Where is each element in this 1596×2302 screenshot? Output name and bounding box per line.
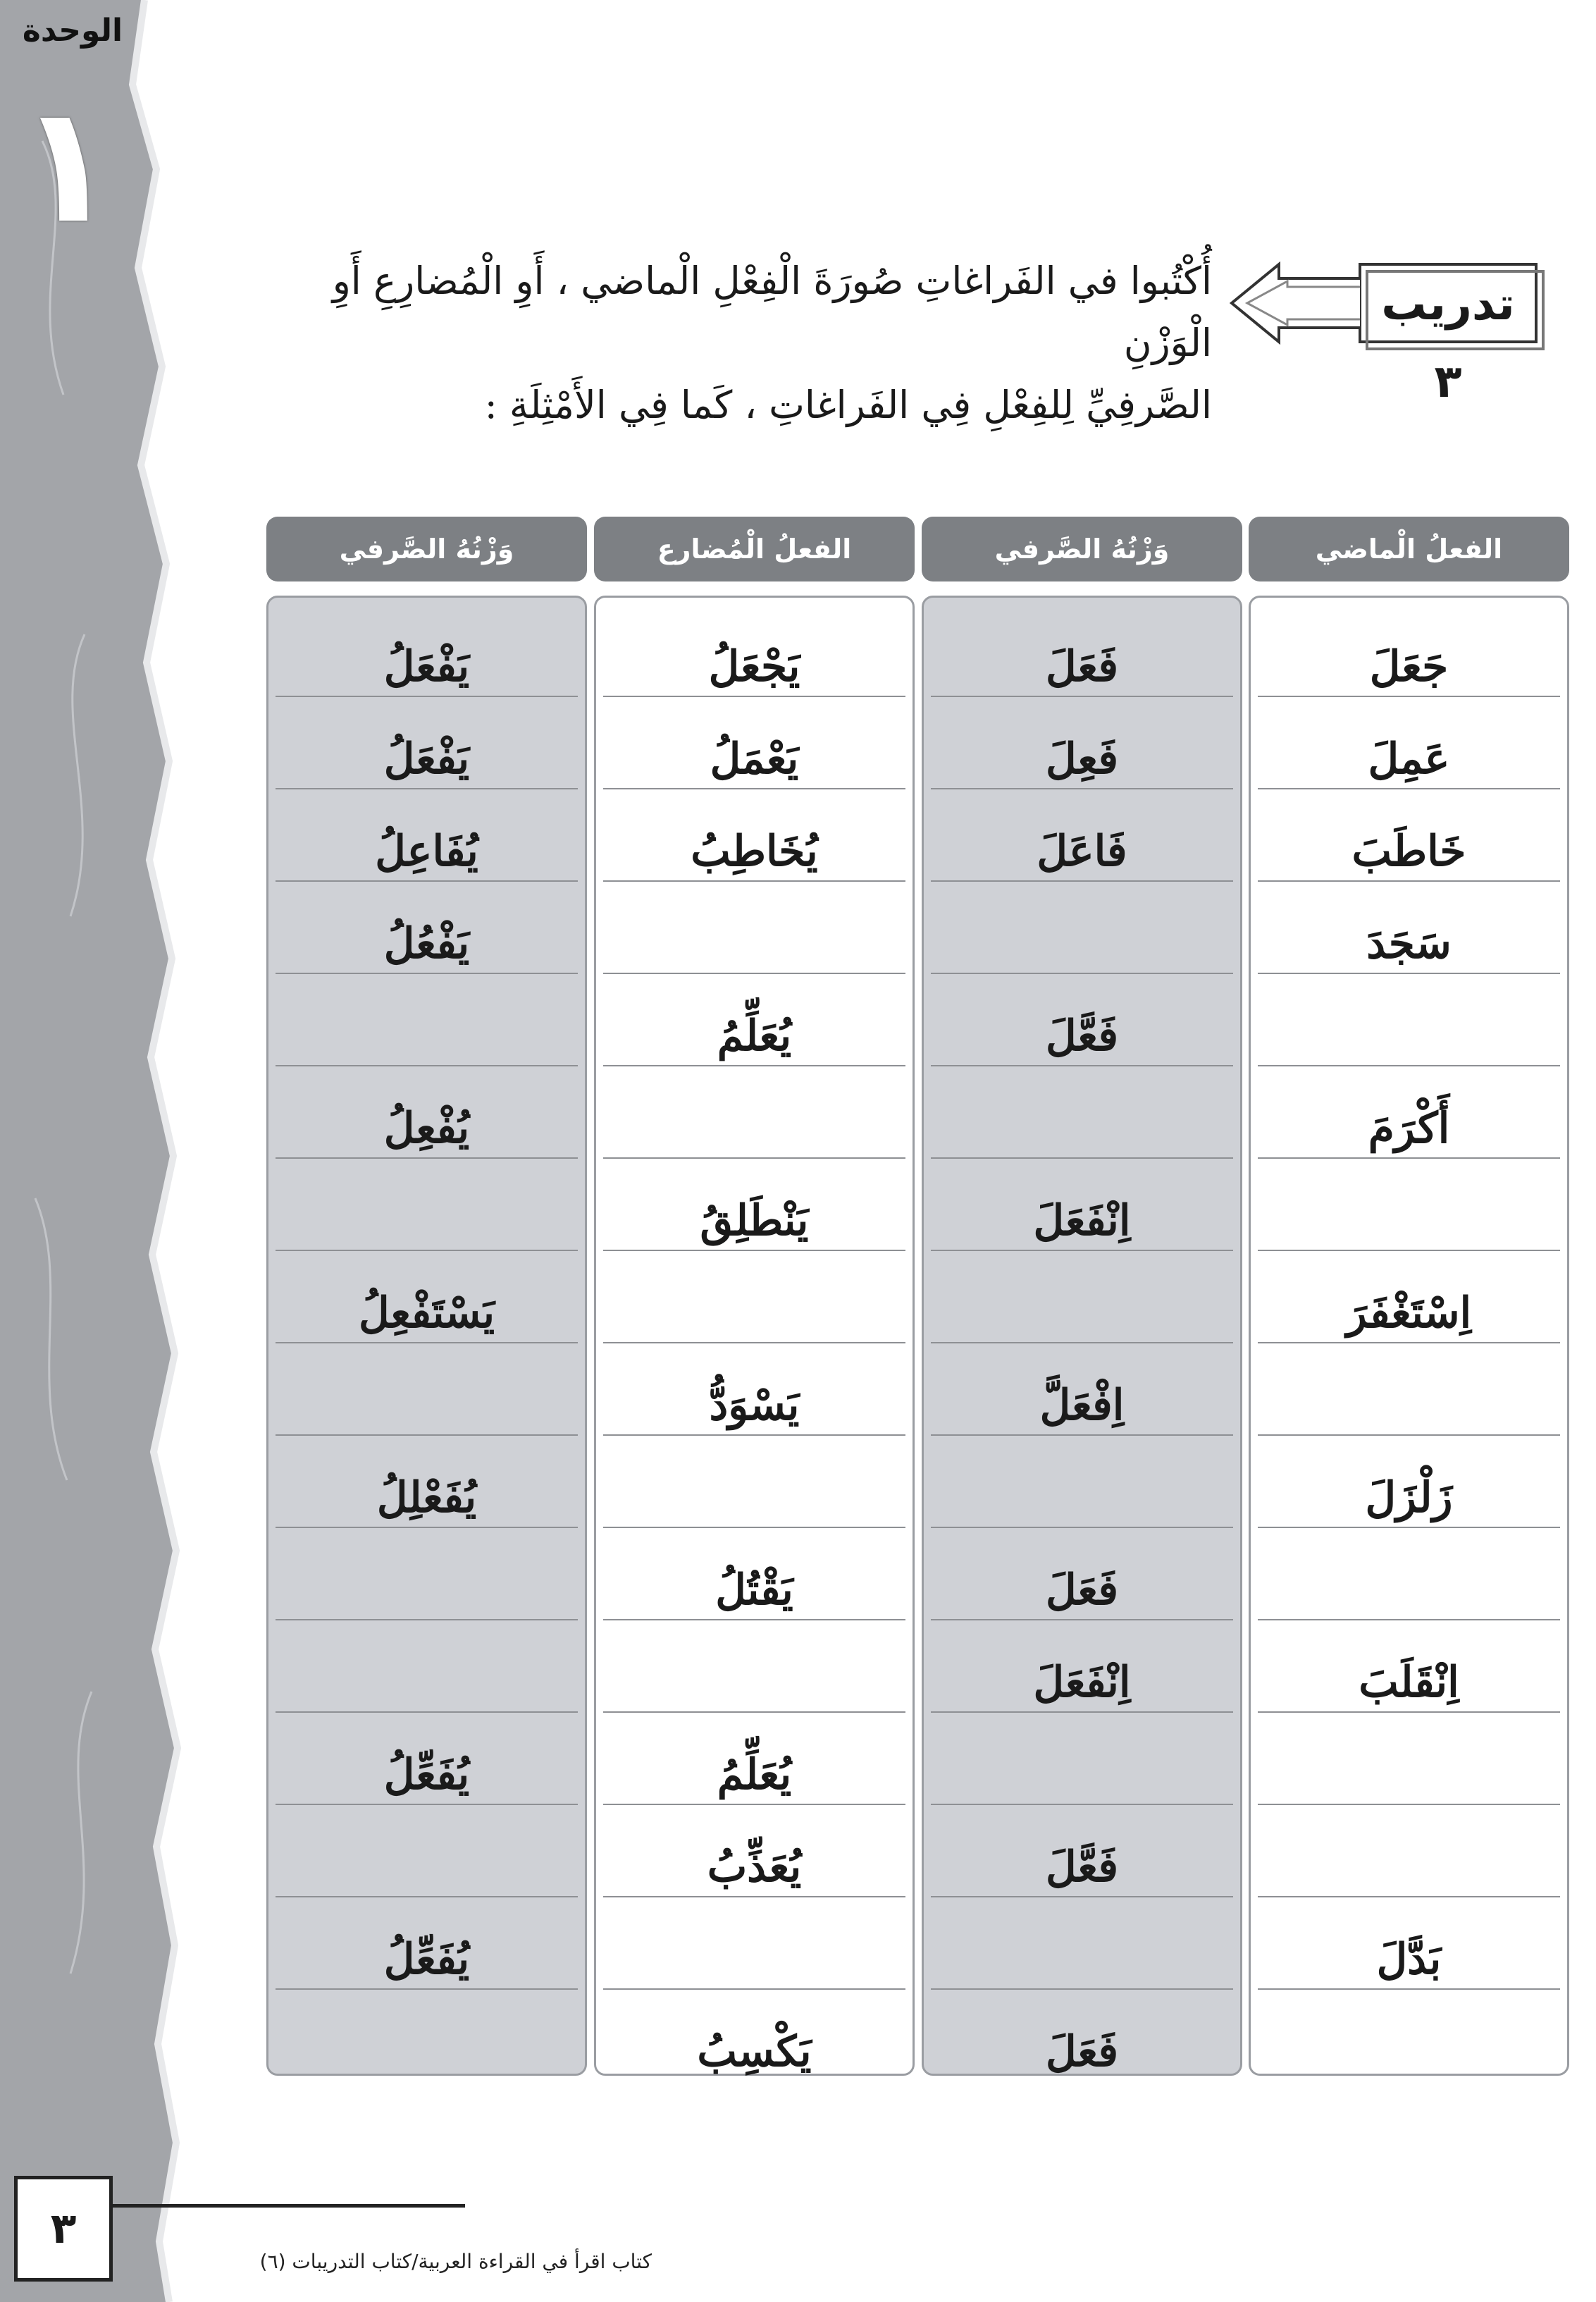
cell-text: يَجْعَلُ (708, 642, 800, 691)
cell-text: زَلْزَلَ (1365, 1473, 1453, 1522)
header-present-pattern: وَزْنُهُ الصَّرفي (266, 517, 587, 581)
table-cell (276, 788, 578, 882)
cell-text: أَكْرَمَ (1368, 1104, 1450, 1153)
table-cell (276, 973, 578, 1066)
table-cell (276, 1804, 578, 1897)
table-cell (1258, 1896, 1560, 1990)
table-cell (276, 1065, 578, 1159)
table-cell (276, 1157, 578, 1251)
table-cell (603, 696, 905, 789)
cell-text: فَعَّلَ (1045, 1011, 1119, 1061)
cell-text: يُعَلِّمُ (717, 1750, 792, 1799)
cell-text: فَعَّلَ (1045, 1842, 1119, 1892)
cell-text: اِنْفَعَلَ (1033, 1196, 1131, 1245)
instructions (233, 250, 1212, 436)
footer-book-title: كتاب اقرأ في القراءة العربية/كتاب التدريبات (٦) (259, 2250, 652, 2273)
table-cell (603, 880, 905, 974)
page-number: ٣ (14, 2176, 113, 2282)
table-cell (276, 1619, 578, 1713)
cell-text: يَفْعُلُ (383, 919, 470, 968)
header-past-pattern: وَزْنُهُ الصَّرفي (922, 517, 1242, 581)
table-cell (1258, 1711, 1560, 1805)
cell-text: يُخَاطِبُ (691, 827, 818, 876)
table-cell (1258, 603, 1560, 697)
table-cell (276, 1250, 578, 1343)
cell-text: سَجَدَ (1366, 919, 1452, 968)
footer-rule (113, 2204, 465, 2208)
table-cell (1258, 880, 1560, 974)
unit-number: ١ (17, 71, 117, 259)
cell-text: يَقْتُلُ (715, 1565, 793, 1615)
table-cell (1258, 1988, 1560, 2081)
column-present-verb (594, 596, 915, 2076)
header-past-verb: الفعلُ الْماضي (1249, 517, 1569, 581)
table-cell (1258, 1157, 1560, 1251)
table-cell (276, 1711, 578, 1805)
table-cell (276, 1434, 578, 1528)
cell-text: فَعَلَ (1045, 2027, 1119, 2076)
table-cell (603, 1065, 905, 1159)
table-cell (931, 1711, 1233, 1805)
table-cell (931, 1250, 1233, 1343)
cell-text: فَعَلَ (1045, 642, 1119, 691)
cell-text: اِنْقَلَبَ (1359, 1658, 1459, 1707)
cell-text: يَنْطَلِقُ (700, 1196, 809, 1245)
table-cell (603, 1527, 905, 1620)
table-cell (931, 1896, 1233, 1990)
table-cell (276, 880, 578, 974)
table-cell (1258, 788, 1560, 882)
table-cell (931, 880, 1233, 974)
table-cell (603, 1342, 905, 1436)
cell-text: يُعَذِّبُ (707, 1842, 802, 1892)
table-cell (603, 1619, 905, 1713)
table-cell (1258, 1250, 1560, 1343)
table-cell (931, 696, 1233, 789)
cell-text: يُفَعِّلُ (383, 1935, 470, 1984)
cell-text: يَكْسِبُ (697, 2027, 812, 2076)
cell-text: فَاعَلَ (1037, 827, 1127, 876)
instructions-line-1: أُكْتُبوا في الفَراغاتِ صُورَةَ الْفِعْلِ الْماضي ، أَوِ الْمُضارِعِ أَوِ الْوَزْنِ (332, 259, 1212, 365)
cell-text: يُفَعْلِلُ (376, 1473, 477, 1522)
unit-label: الوحدة (22, 13, 123, 49)
table-cell (603, 1988, 905, 2081)
column-past-pattern (922, 596, 1242, 2076)
cell-text: يَفْعَلُ (383, 642, 470, 691)
cell-text: اِسْتَغْفَرَ (1346, 1288, 1472, 1338)
table-cell (276, 1342, 578, 1436)
table-cell (276, 1527, 578, 1620)
cell-text: يُفَعِّلُ (383, 1750, 470, 1799)
table-cell (1258, 1434, 1560, 1528)
table-cell (931, 1342, 1233, 1436)
cell-text: خَاطَبَ (1351, 827, 1466, 876)
table-cell (931, 1527, 1233, 1620)
table-cell (1258, 1619, 1560, 1713)
table-cell (931, 1434, 1233, 1528)
cell-text: يَسْتَفْعِلُ (358, 1288, 495, 1338)
table-cell (603, 788, 905, 882)
table-cell (1258, 1804, 1560, 1897)
exercise-title: تدريب ٣ (1381, 278, 1515, 408)
cell-text: عَمِلَ (1368, 734, 1450, 784)
cell-text: جَعَلَ (1369, 642, 1449, 691)
table-cell (931, 603, 1233, 697)
cell-text: يَعْمَلُ (710, 734, 799, 784)
table-cell (931, 1157, 1233, 1251)
table-cell (931, 1065, 1233, 1159)
cell-text: يَفْعَلُ (383, 734, 470, 784)
table-cell (603, 603, 905, 697)
instructions-line-2: الصَّرفِيِّ لِلفِعْلِ فِي الفَراغاتِ ، كَما فِي الأَمْثِلَةِ : (484, 383, 1212, 427)
table-cell (1258, 696, 1560, 789)
column-past-verb (1249, 596, 1569, 2076)
table-cell (276, 603, 578, 697)
table-cell (1258, 973, 1560, 1066)
cell-text: بَدَّلَ (1376, 1935, 1442, 1984)
cell-text: فَعِلَ (1045, 734, 1119, 784)
cell-text: يُفْعِلُ (383, 1104, 470, 1153)
table-cell (931, 1804, 1233, 1897)
header-present-verb: الفعلُ الْمُضارع (594, 517, 915, 581)
table-cell (276, 696, 578, 789)
table-cell (931, 1619, 1233, 1713)
table-cell (931, 788, 1233, 882)
exercise-badge (1219, 250, 1550, 408)
cell-text: يَسْوَدُّ (709, 1381, 800, 1430)
cell-text: اِفْعَلَّ (1039, 1381, 1125, 1430)
table-cell (931, 1988, 1233, 2081)
table-cell (603, 1711, 905, 1805)
cell-text: فَعَلَ (1045, 1565, 1119, 1615)
table-cell (603, 1434, 905, 1528)
table-cell (603, 973, 905, 1066)
table-cell (1258, 1342, 1560, 1436)
cell-text: اِنْفَعَلَ (1033, 1658, 1131, 1707)
table-cell (603, 1896, 905, 1990)
table-cell (1258, 1527, 1560, 1620)
table-cell (276, 1988, 578, 2081)
torn-paper-strip (0, 0, 190, 2302)
table-cell (603, 1804, 905, 1897)
table-cell (1258, 1065, 1560, 1159)
cell-text: يُعَلِّمُ (717, 1011, 792, 1061)
table-cell (603, 1157, 905, 1251)
table-cell (276, 1896, 578, 1990)
cell-text: يُفَاعِلُ (375, 827, 478, 876)
table-cell (603, 1250, 905, 1343)
table-cell (931, 973, 1233, 1066)
column-present-pattern (266, 596, 587, 2076)
